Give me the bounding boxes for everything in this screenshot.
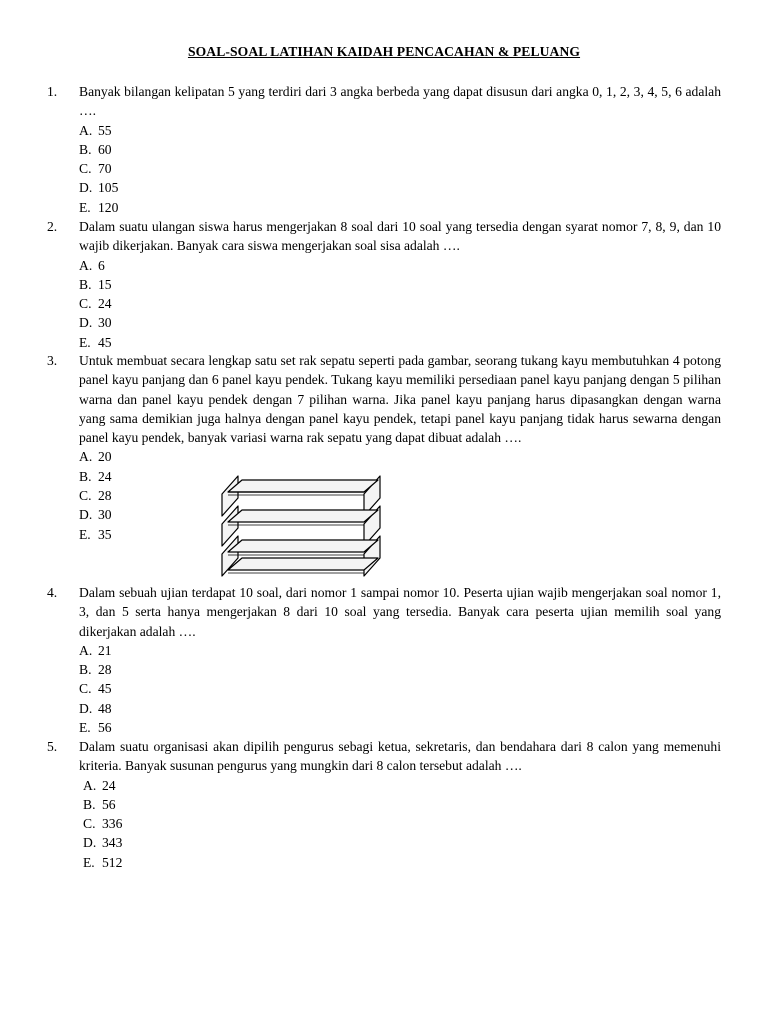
option-list [83,776,721,872]
option-e: E. 45 [79,334,112,350]
question-number: 2. [47,219,58,234]
question-1 [47,82,721,217]
question-text: Dalam suatu ulangan siswa harus mengerjakan 8 soal dari 10 soal yang tersedia dengan syarat nomor 7, 8, 9, dan 10 wajib dikerjakan. Banyak cara siswa mengerjakan soal sisa adalah …. [79,219,721,254]
option-c: C. 336 [83,816,123,832]
option-list [79,641,721,737]
option-b: B. 56 [83,796,116,812]
question-number: 4. [47,585,58,600]
option-e: E. 35 [79,526,112,542]
option-d: D. 30 [79,507,112,523]
option-d: D. 48 [79,700,112,716]
question-number: 5. [47,739,58,754]
option-list [79,256,721,352]
question-number: 3. [47,353,58,368]
option-list [79,121,721,217]
question-4 [47,583,721,737]
question-text: Dalam sebuah ujian terdapat 10 soal, dari nomor 1 sampai nomor 10. Peserta ujian wajib mengerjakan soal nomor 1, 3, dan 5 serta hanya mengerjakan 8 dari 10 soal yang tersedia. Banyak cara peserta ujian memilih soal yang dikerjakan adalah …. [79,585,721,639]
option-a: A. 21 [79,642,112,658]
question-2 [47,217,721,352]
question-text: Banyak bilangan kelipatan 5 yang terdiri dari 3 angka berbeda yang dapat disusun dari angka 0, 1, 2, 3, 4, 5, 6 adalah …. [79,84,721,119]
option-c: C. 45 [79,681,112,697]
option-d: D. 30 [79,315,112,331]
option-list [79,447,721,543]
question-3 [47,351,721,544]
question-5 [47,737,721,872]
option-a: A. 20 [79,449,112,465]
option-d: D. 105 [79,180,119,196]
option-d: D. 343 [83,835,123,851]
option-c: C. 28 [79,488,112,504]
option-b: B. 28 [79,662,112,678]
option-b: B. 15 [79,276,112,292]
option-e: E. 120 [79,199,119,215]
option-b: B. 24 [79,468,112,484]
option-b: B. 60 [79,141,112,157]
shelf-board-1 [228,480,378,492]
option-e: E. 56 [79,720,112,736]
question-text: Untuk membuat secara lengkap satu set rak sepatu seperti pada gambar, seorang tukang kayu membutuhkan 4 potong panel kayu panjang dan 6 panel kayu pendek. Tukang kayu memiliki persediaan panel kayu panjang dengan 5 pilihan warna dan panel kayu pendek dengan 7 pilihan warna. Jika panel kayu panjang harus dipasangkan dengan warna yang sama demikian juga halnya dengan panel kayu pendek, tetapi panel kayu panjang tidak harus sewarna dengan panel kayu pendek, banyak variasi warna rak sepatu yang dapat dibuat adalah …. [79,353,721,446]
option-a: A. 55 [79,122,112,138]
option-c: C. 24 [79,296,112,312]
shoe-rack-illustration [218,470,384,580]
option-c: C. 70 [79,161,112,177]
page-title: SOAL-SOAL LATIHAN KAIDAH PENCACAHAN & PELUANG [187,44,581,59]
shelf-board-3 [228,540,378,552]
question-text: Dalam suatu organisasi akan dipilih pengurus sebagi ketua, sekretaris, dan bendahara dari 8 calon yang memenuhi kriteria. Banyak susunan pengurus yang mungkin dari 8 calon tersebut adalah …. [79,739,721,774]
question-number: 1. [47,84,58,99]
shelf-board-4 [228,558,378,570]
option-a: A. 24 [83,777,116,793]
option-a: A. 6 [79,257,105,273]
option-e: E. 512 [83,854,123,870]
shelf-board-2 [228,510,378,522]
